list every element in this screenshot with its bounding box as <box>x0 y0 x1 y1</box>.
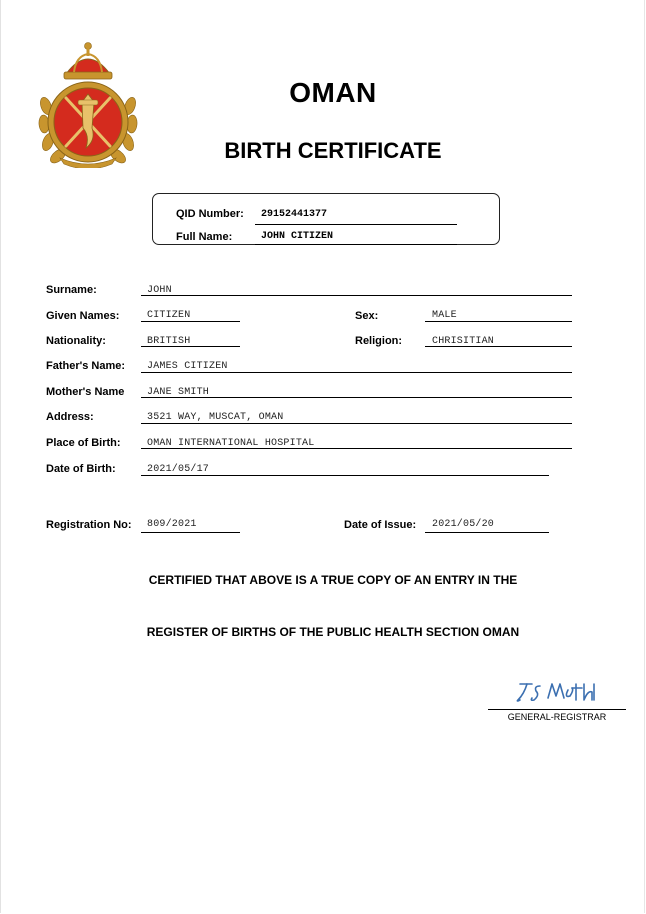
place-of-birth-value: OMAN INTERNATIONAL HOSPITAL <box>147 438 315 449</box>
nationality-label: Nationality: <box>46 335 106 347</box>
given-names-value: CITIZEN <box>147 310 191 321</box>
given-names-line <box>141 321 240 322</box>
sex-value: MALE <box>432 310 457 321</box>
fullname-underline <box>255 244 457 245</box>
mother-name-line <box>141 397 572 398</box>
surname-value: JOHN <box>147 285 172 296</box>
date-of-issue-line <box>425 532 549 533</box>
signature-icon <box>512 676 602 706</box>
religion-label: Religion: <box>355 335 403 347</box>
surname-line <box>141 295 572 296</box>
fullname-label: Full Name: <box>176 231 233 243</box>
document-title: BIRTH CERTIFICATE <box>224 138 442 163</box>
address-line <box>141 423 572 424</box>
fullname-value: JOHN CITIZEN <box>261 231 334 242</box>
address-label: Address: <box>46 411 94 423</box>
certification-line-2: REGISTER OF BIRTHS OF THE PUBLIC HEALTH SECTION OMAN <box>146 625 520 639</box>
date-of-issue-value: 2021/05/20 <box>432 519 495 530</box>
nationality-line <box>141 346 240 347</box>
registration-no-value: 809/2021 <box>147 519 197 530</box>
certification-line-1: CERTIFIED THAT ABOVE IS A TRUE COPY OF AN ENTRY IN THE <box>148 573 518 587</box>
country-title: OMAN <box>289 77 377 108</box>
given-names-label: Given Names: <box>46 310 120 322</box>
surname-label: Surname: <box>46 284 97 296</box>
date-of-issue-label: Date of Issue: <box>344 519 417 531</box>
place-of-birth-label: Place of Birth: <box>46 437 121 449</box>
signature-line <box>488 709 626 710</box>
father-name-label: Father's Name: <box>46 360 126 372</box>
sex-label: Sex: <box>355 310 379 322</box>
religion-line <box>425 346 572 347</box>
father-name-line <box>141 372 572 373</box>
registrar-title: GENERAL-REGISTRAR <box>507 712 607 722</box>
mother-name-label: Mother's Name <box>46 386 125 398</box>
father-name-value: JAMES CITIZEN <box>147 361 228 372</box>
date-of-birth-label: Date of Birth: <box>46 463 116 475</box>
mother-name-value: JANE SMITH <box>147 387 210 398</box>
registration-no-label: Registration No: <box>46 519 132 531</box>
qid-underline <box>255 224 457 225</box>
qid-value: 29152441377 <box>261 209 328 220</box>
address-value: 3521 WAY, MUSCAT, OMAN <box>147 412 284 423</box>
date-of-birth-line <box>141 475 549 476</box>
date-of-birth-value: 2021/05/17 <box>147 464 210 475</box>
nationality-value: BRITISH <box>147 336 191 347</box>
qid-label: QID Number: <box>176 208 244 220</box>
sex-line <box>425 321 572 322</box>
place-of-birth-line <box>141 448 572 449</box>
registration-no-line <box>141 532 240 533</box>
religion-value: CHRISITIAN <box>432 336 495 347</box>
